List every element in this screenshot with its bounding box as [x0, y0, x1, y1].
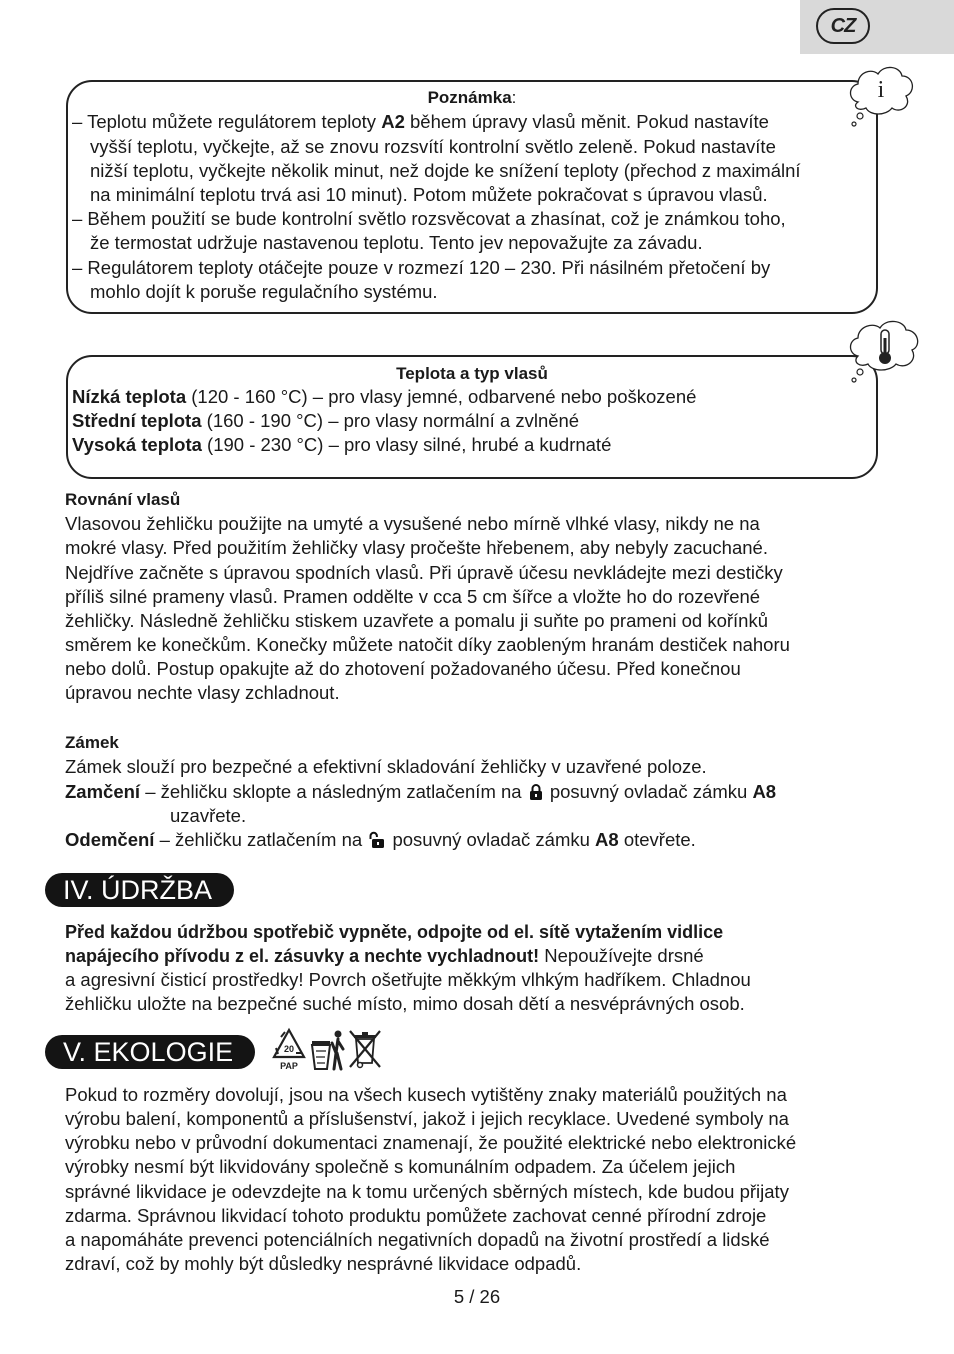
- language-tab: [800, 0, 954, 54]
- note-line: na minimální teplotu trvá asi 10 minut). Potom můžete pokračovat s úpravou vlasů.: [90, 184, 768, 205]
- section-heading: Zámek: [65, 733, 119, 752]
- temperature-row: Nízká teplota (120 - 160 °C) – pro vlasy jemné, odbarvené nebo poškozené: [72, 386, 697, 407]
- temperature-title: Teplota a typ vlasů: [396, 364, 548, 383]
- paragraph-line: výrobu balení, komponentů a příslušenství, jakož i jejich recyklace. Uvedené symboly na: [65, 1108, 789, 1129]
- temperature-row: Vysoká teplota (190 - 230 °C) – pro vlasy silné, hrubé a kudrnaté: [72, 434, 612, 455]
- paragraph-line: směrem ke konečkům. Konečky můžete natočit díky zaobleným hranám destiček nahoru: [65, 634, 790, 655]
- paragraph-line: a napomáháte prevenci potenciálních negativních dopadů na životní prostředí a lidské: [65, 1229, 770, 1250]
- maintenance-heading: IV. ÚDRŽBA: [45, 873, 234, 907]
- paragraph-line: a agresivní čisticí prostředky! Povrch ošetřujte měkkým vlhkým hadříkem. Chladnou: [65, 969, 751, 990]
- language-badge: CZ: [816, 8, 870, 44]
- info-glyph: i: [877, 77, 885, 103]
- paragraph-line: příliš silné prameny vlasů. Pramen oddělte v cca 5 cm šířce a vložte ho do rozevřené: [65, 586, 761, 607]
- note-line: mohlo dojít k poruše regulačního systému.: [90, 281, 438, 302]
- temperature-row: Střední teplota (160 - 190 °C) – pro vlasy normální a zvlněné: [72, 410, 580, 431]
- lock-open-icon: [369, 831, 385, 849]
- paragraph-line: Zámek slouží pro bezpečné a efektivní skladování žehličky v uzavřené poloze.: [65, 756, 707, 777]
- paragraph-line: Pokud to rozměry dovolují, jsou na všech kusech vytištěny znaky materiálů použitých na: [65, 1084, 787, 1105]
- note-line: že termostat udržuje nastavenou teplotu. Tento jev nepovažujte za závadu.: [90, 232, 703, 253]
- paragraph-line: žehličky. Následně žehličku stiskem uzavřete a pomalu ji suňte po prameni od kořínků: [65, 610, 768, 631]
- note-line: – Během použití se bude kontrolní světlo rozsvěcovat a zhasínat, což je známkou toho,: [72, 208, 786, 229]
- crossed-bin-icon: [348, 1027, 382, 1069]
- paragraph-line: výrobky nesmí být likvidovány společně s komunálním odpadem. Za účelem jejich: [65, 1156, 736, 1177]
- recycle-code: PAP: [280, 1061, 298, 1071]
- paragraph-line: správné likvidace je odevzdejte na k tomu určených sběrných místech, kde budou přijaty: [65, 1181, 789, 1202]
- paragraph-line: zdraví, což by mohly být důsledky nesprávné likvidace odpadů.: [65, 1253, 582, 1274]
- warning-line: napájecího přívodu z el. zásuvky a nechte vychladnout! Nepoužívejte drsné: [65, 945, 704, 966]
- unlock-instruction: Odemčení – žehličku zatlačením na posuvný ovladač zámku A8 otevřete.: [65, 829, 696, 850]
- recycle-number: 20: [283, 1044, 295, 1054]
- page-number: 5 / 26: [453, 1286, 501, 1307]
- paragraph-line: Vlasovou žehličku použijte na umyté a vysušené nebo mírně vlhké vlasy, nikdy ne na: [65, 513, 760, 534]
- note-line: vyšší teplotu, vyčkejte, až se znovu rozsvítí kontrolní světlo zeleně. Pokud nastavíte: [90, 136, 776, 157]
- note-line: – Teplotu můžete regulátorem teploty A2 během úpravy vlasů měnit. Pokud nastavíte: [72, 111, 769, 132]
- lock-closed-icon: [529, 783, 543, 801]
- note-line: nižší teplotu, vyčkejte několik minut, než dojde ke snížení teploty (přechod z maximální: [90, 160, 801, 181]
- tidyman-icon: [310, 1029, 346, 1071]
- note-title: Poznámka:: [427, 88, 517, 107]
- paragraph-line: zdarma. Správnou likvidací tohoto produktu pomůžete zachovat cenné přírodní zdroje: [65, 1205, 767, 1226]
- ecology-heading: V. EKOLOGIE: [45, 1035, 255, 1069]
- lock-instruction-cont: uzavřete.: [170, 805, 247, 826]
- recycling-pap-icon: [270, 1027, 308, 1073]
- warning-line: Před každou údržbou spotřebič vypněte, odpojte od el. sítě vytažením vidlice: [65, 922, 724, 942]
- paragraph-line: nebo dolů. Postup opakujte až do zhotovení požadovaného účesu. Před konečnou: [65, 658, 741, 679]
- paragraph-line: žehličku uložte na bezpečné suché místo, mimo dosah dětí a nesvéprávných osob.: [65, 993, 745, 1014]
- lock-instruction: Zamčení – žehličku sklopte a následným zatlačením na posuvný ovladač zámku A8: [65, 781, 777, 802]
- note-line: – Regulátorem teploty otáčejte pouze v rozmezí 120 – 230. Při násilném přetočení by: [72, 257, 771, 278]
- paragraph-line: mokré vlasy. Před použitím žehličky vlasy pročešte hřebenem, aby nebyly zacuchané.: [65, 537, 768, 558]
- paragraph-line: Nejdříve začněte s úpravou spodních vlasů. Při úpravě účesu nevkládejte mezi destičky: [65, 562, 783, 583]
- paragraph-line: úpravou nechte vlasy zchladnout.: [65, 682, 340, 703]
- paragraph-line: výrobku nebo v průvodní dokumentaci znamenají, že použité elektrické nebo elektronické: [65, 1132, 797, 1153]
- section-heading: Rovnání vlasů: [65, 490, 181, 509]
